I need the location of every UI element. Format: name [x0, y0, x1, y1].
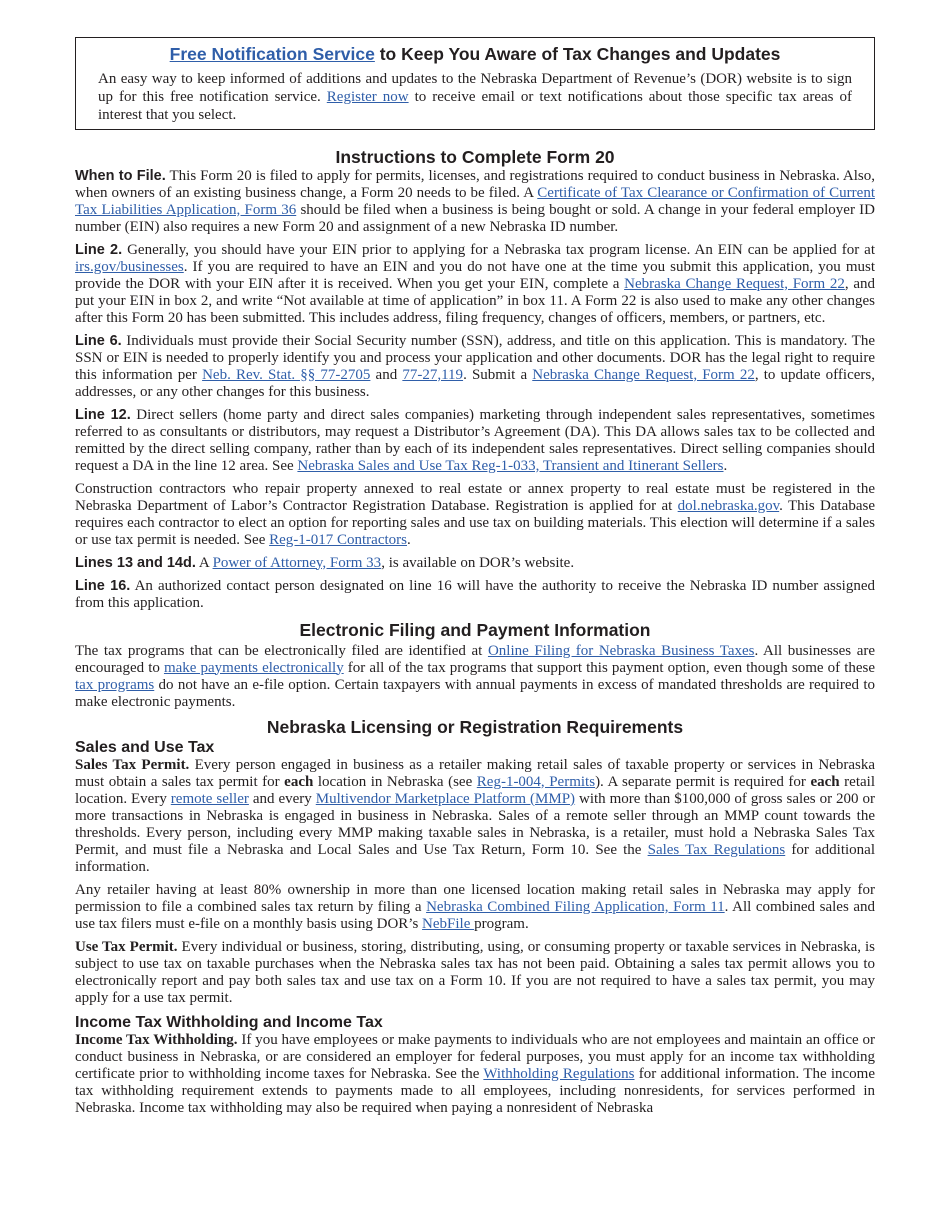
line-16-paragraph: Line 16. An authorized contact person designated on line 16 will have the authority to receive the Nebraska ID number assigned from this application. [75, 577, 875, 611]
tax-programs-link[interactable]: tax programs [75, 676, 155, 693]
form-36-link[interactable]: Certificate of Tax Clearance or Confirmation of Current Tax Liabilities Application, Form 36 [75, 184, 875, 218]
when-to-file-paragraph: When to File. This Form 20 is filed to apply for permits, licenses, and registrations required to conduct business in Nebraska. Also, when owners of an existing business change, a Form 20 needs to be filed. A Certificate of Tax Clearance or Confirmation of Current Tax Liabilities Application, Form 36 should be filed when a business is being bought or sold. A change in your federal employer ID number (EIN) also requires a new Form 20 and assignment of a new Nebraska ID number. [75, 167, 875, 235]
income-tax-withholding-paragraph: Income Tax Withholding. If you have employees or make payments to individuals who are not employees and maintain an office or conduct business in Nebraska, or are considered an employer for federal purposes, you must apply for an income tax withholding certificate prior to withholding income taxes for Nebraska. See the Withholding Regulations for additional information. The income tax withholding requirement extends to payments made to all employees, including nonresidents, for services performed in Nebraska. Income tax withholding may also be required when paying a nonresident of Nebraska [75, 1031, 875, 1116]
electronic-filing-heading: Electronic Filing and Payment Information [299, 619, 651, 640]
form-22-link-2[interactable]: Nebraska Change Request, Form 22 [532, 366, 755, 383]
notification-box [75, 37, 875, 130]
notification-title: Free Notification Service to Keep You Aware of Tax Changes and Updates [169, 44, 781, 64]
irs-businesses-link[interactable]: irs.gov/businesses [75, 258, 184, 275]
dol-nebraska-link[interactable]: dol.nebraska.gov [677, 497, 780, 514]
remote-seller-link[interactable]: remote seller [170, 790, 249, 807]
form-11-link[interactable]: Nebraska Combined Filing Application, Form 11 [426, 898, 725, 915]
instructions-heading: Instructions to Complete Form 20 [335, 146, 615, 167]
lines-13-14d-paragraph: Lines 13 and 14d. A Power of Attorney, Form 33, is available on DOR’s website. [75, 554, 575, 571]
sales-tax-regulations-link[interactable]: Sales Tax Regulations [647, 841, 786, 858]
online-filing-link[interactable]: Online Filing for Nebraska Business Taxes [487, 642, 755, 659]
reg-1-033-link[interactable]: Nebraska Sales and Use Tax Reg-1-033, Transient and Itinerant Sellers [297, 457, 724, 474]
licensing-heading: Nebraska Licensing or Registration Requirements [266, 716, 684, 737]
reg-1-004-link[interactable]: Reg-1-004, Permits [476, 773, 596, 790]
reg-1-017-link[interactable]: Reg-1-017 Contractors [269, 531, 407, 548]
form-22-link[interactable]: Nebraska Change Request, Form 22 [624, 275, 845, 292]
line-2-paragraph: Line 2. Generally, you should have your EIN prior to applying for a Nebraska tax program license. An EIN can be applied for at irs.gov/businesses. If you are required to have an EIN and you do not have one at the time you submit this application, you must provide the DOR with your EIN after it is received. When you get your EIN, complete a Nebraska Change Request, Form 22, and put your EIN in box 2, and write “Not available at time of application” in box 11. A Form 22 is also used to make any other changes after this Form 20 has been submitted. This includes address, filing frequency, changes of officers, members, or partners, etc. [75, 241, 875, 326]
combined-filing-paragraph: Any retailer having at least 80% ownership in more than one licensed location making retail sales in Nebraska may apply for permission to file a combined sales tax return by filing a Nebraska Combined Filing Application, Form 11. All combined sales and use tax filers must e-file on a monthly basis using DOR’s NebFile program. [75, 881, 876, 932]
free-notification-service-link[interactable]: Free Notification Service [169, 44, 375, 64]
form-33-link[interactable]: Power of Attorney, Form 33 [212, 554, 382, 571]
register-now-link[interactable]: Register now [326, 89, 409, 106]
statute-77-2705-link[interactable]: Neb. Rev. Stat. §§ 77-2705 [202, 366, 371, 383]
contractors-paragraph: Construction contractors who repair property annexed to real estate or annex property to real estate must be registered in the Nebraska Department of Labor’s Contractor Registration Database. Registration is applied for at dol.nebraska.gov. This Database requires each contractor to elect an option for reporting sales and use tax on building materials. This election will determine if a sales or use tax permit is needed. See Reg-1-017 Contractors. [75, 480, 875, 548]
sales-tax-permit-paragraph: Sales Tax Permit. Every person engaged in business as a retailer making retail sales of taxable property or services in Nebraska must obtain a sales tax permit for each location in Nebraska (see Reg-1-004, Permits). A separate permit is required for each retail location. Every remote seller and every Multivendor Marketplace Platform (MMP) with more than $100,000 of gross sales or 200 or more transactions in Nebraska is engaged in business in Nebraska. Sales of a remote seller through an MMP count towards the thresholds. Every person, including every MMP making taxable sales in Nebraska, is a retailer, must hold a Nebraska Sales Tax Permit, and must file a Nebraska and Local Sales and Use Tax Return, Form 10. See the Sales Tax Regulations for additional information. [75, 756, 876, 875]
electronic-filing-paragraph: The tax programs that can be electronically filed are identified at Online Filing for Nebraska Business Taxes. All businesses are encouraged to make payments electronically for all of the tax programs that support this payment option, even though some of these tax programs do not have an e-file option. Certain taxpayers with annual payments in excess of mandated thresholds are required to make electronic payments. [75, 642, 876, 710]
income-tax-heading: Income Tax Withholding and Income Tax [75, 1013, 383, 1031]
withholding-regulations-link[interactable]: Withholding Regulations [483, 1065, 635, 1082]
statute-77-27119-link[interactable]: 77-27,119 [402, 366, 464, 383]
use-tax-permit-paragraph: Use Tax Permit. Every individual or business, storing, distributing, using, or consuming property or taxable services in Nebraska, is subject to use tax on taxable purchases when the Nebraska sales tax has not been paid. Obtaining a sales tax permit allows you to electronically report and pay both sales tax and use tax on a Form 10. If you are not required to have a sales tax permit, you may apply for a use tax permit. [75, 938, 875, 1006]
page [75, 37, 875, 1123]
make-payments-link[interactable]: make payments electronically [163, 659, 344, 676]
nebfile-link[interactable]: NebFile [422, 915, 475, 932]
mmp-link[interactable]: Multivendor Marketplace Platform (MMP) [315, 790, 576, 807]
line-12-paragraph: Line 12. Direct sellers (home party and direct sales companies) marketing through independent sales representatives, sometimes referred to as consultants or distributors, may request a Distributor’s Agreement (DA). This DA allows sales tax to be collected and remitted by the direct selling company, rather than by each of its independent sales representatives. Direct selling companies should request a DA in the line 12 area. See Nebraska Sales and Use Tax Reg-1-033, Transient and Itinerant Sellers. [75, 406, 875, 474]
notification-text: An easy way to keep informed of additions and updates to the Nebraska Department of Revenue’s (DOR) website is to sign up for this free notification service. Register now to receive email or text notifications about those specific tax areas of interest that you select. [98, 71, 852, 124]
line-6-paragraph: Line 6. Individuals must provide their Social Security number (SSN), address, and title on this application. This is mandatory. The SSN or EIN is needed to properly identify you and process your application and other documents. DOR has the legal right to require this information per Neb. Rev. Stat. §§ 77-2705 and 77-27,119. Submit a Nebraska Change Request, Form 22, to update officers, addresses, or any other changes for this business. [75, 332, 875, 400]
sales-use-tax-heading: Sales and Use Tax [75, 738, 215, 756]
